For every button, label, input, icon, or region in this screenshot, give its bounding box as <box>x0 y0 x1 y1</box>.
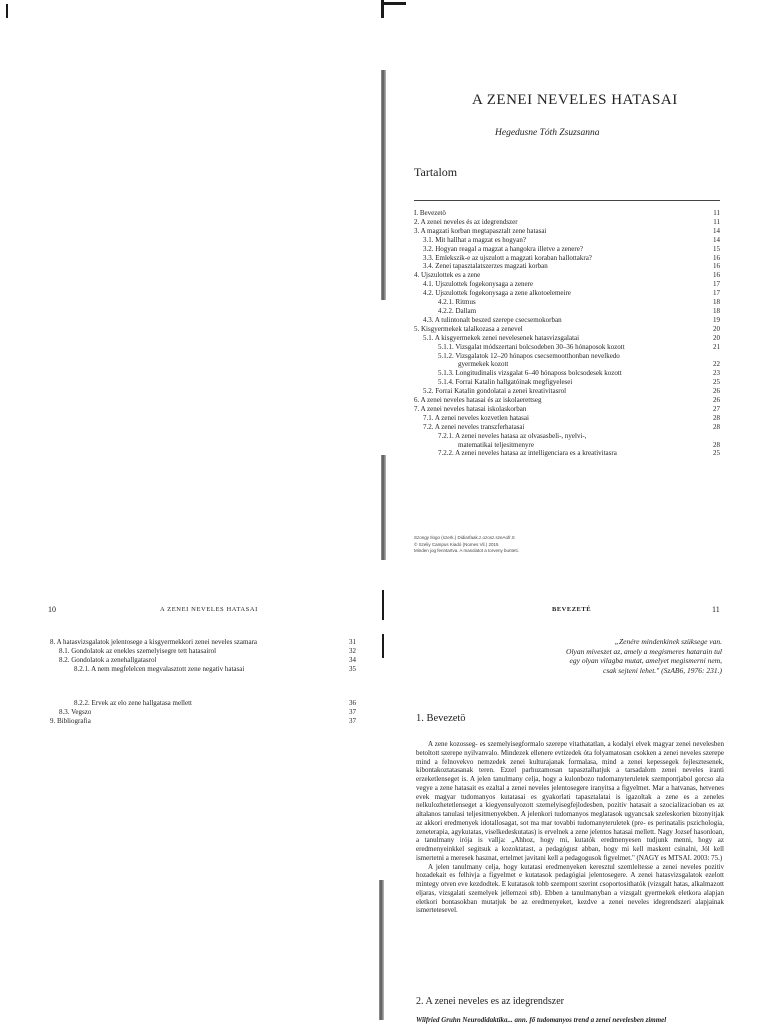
toc-entry-page: 15 <box>713 244 720 253</box>
toc-entry-title: I. Bevezetö <box>414 209 446 217</box>
toc-entry-title: 8.2.1. A nem megfelelcen megvalasztott zene negativ hatasai <box>74 664 245 673</box>
toc-entry-title: 7.2.2. A zenei neveles hatasa az intelligenciara es a kreativitasra <box>438 449 617 458</box>
toc-continued-a <box>50 638 356 674</box>
section-body <box>416 740 724 915</box>
quote-line: csak sejteni lehet." (SzAB6, 1976: 231.) <box>603 665 722 675</box>
toc-entry-title: 5.1.2. Vizsgalatok 12–20 hónapos csecsemootthonban nevelkedo <box>438 351 620 360</box>
toc-entry <box>414 209 720 218</box>
toc-entry <box>414 396 720 405</box>
toc-entry-page: 36 <box>349 699 356 707</box>
quote-line: „Zenére mindenkinek szüksege van. <box>614 637 722 646</box>
toc-entry-title: 8.1. Gondolatok az enekles szemelyisegre tett hatasairol <box>59 646 217 655</box>
toc-entry-title: 2. A zenei neveles és az idegrendszer <box>414 217 518 226</box>
toc-entry <box>414 254 720 263</box>
page-spine-middle <box>381 455 386 560</box>
running-head-right: BEVEZETÉ <box>552 606 592 613</box>
toc-entry-title: 7.2. A zenei neveles transzferhatasai <box>423 422 525 431</box>
toc-entry-page: 26 <box>713 387 720 396</box>
toc-entry-page: 31 <box>349 638 356 646</box>
toc-entry <box>50 656 356 665</box>
toc-entry-page: 14 <box>713 235 720 244</box>
toc-entry-title: gyermekek kozott <box>458 360 509 369</box>
body-paragraph-1: A zene kozosseg- es szemelyisegformalo szerepe vitathatatlan, a kodalyi elvek magyar zenei nevelesben betoltott szerepe nyilvanvalo. Mindezek ellenere evtizedek óta folyamatosan csokken a zenei neveles szerepe mind a felnovekvo nemzedek zenei kulturajanak formalasa, mind a zenei kepessegek fejlesztesenek, kibontakoztatasanak teren. Ezzel parhuzamosan tapasztalhatjuk a tarsadalom zenei neveles iranti erzeketlenseget is. A jelen tanulmany celja, hogy a kulonbozo tudomanyteruletek szempontjabol gorcso ala vegye a zene hatasait es ezaltal a zenei neveles jelentosegere iranyitsa a figyelmet. Mar a hatvanas, hetvenes evek magyar tudomanyos kutatasai es gyakorlati tapasztalatai is igazoltak a zene es a zeneles nelkulozhetetlenseget a kiegyensulyozott szemelyisegfejlodesben, pozitiv hatasait a szocializacioban es az altalanos tanulasi teljesitmenyekben. A jelenkori tudomanyos meglatasok ugyancsak szeleskorien bizonyitjak az akkori eredmenyek idotallosagat, sot ma mar tovabbi tudomanyteruletek (pre- es perinatalis pszichologia, zeneterapia, agykutatas, viselkedeskutatas) is ervelnek a zene jelentos hatasai mellett. Nagy Jozsef hasonloan, a tanulmany irója is vallja: „Ahhoz, hogy mi, kutatók eredmenyesen tudjunk menni, hogy az eredmenyeinkkel segitsuk a kozoktatast, a pedagógust abban, hogy mi kell maskent csinalni, Jól kell ismertetni a meresek hasznat, ertelmet javitani kell a pedagogusok figyelmet." (NAGY es MTSAI. 2003: 75.) <box>416 740 724 862</box>
toc-entry-title: matematikai teljesitmenyre <box>458 440 534 449</box>
quote-line: egy olyan vilagba mutat, amelyet megismerni nem, <box>569 656 722 666</box>
toc-entry-title: 5.1.1. Vizsgalat módszertani bolcsodeben 30–36 hónaposok kozott <box>438 342 625 351</box>
toc-entry-page: 32 <box>349 646 356 655</box>
toc-entry-title: 3.3. Emlekszik-e az ujszulott a magzati koraban hallottakra? <box>423 253 592 262</box>
toc-entry <box>414 378 720 387</box>
toc-entry <box>50 708 356 717</box>
quote-line: Olyan miveszet az, amely a megismeres hatarain tul <box>566 646 722 656</box>
toc-entry-title: 7. A zenei neveles hatasai iskolaskorban <box>414 404 527 413</box>
toc-entry-page: 26 <box>713 396 720 405</box>
toc-entry-title: 7.2.1. A zenei neveles hatasa az olvasasbeli-, nyelvi-, <box>438 431 587 440</box>
toc-entry-page: 20 <box>713 333 720 342</box>
page-spine-lower <box>379 880 384 1020</box>
toc-entry <box>414 307 720 316</box>
toc-entry-page: 28 <box>713 422 720 431</box>
toc-entry <box>414 289 720 298</box>
author-name: Hegedusne Tóth Zsuzsanna <box>495 128 600 138</box>
toc-entry-title: 5.2. Forrai Katalin gondolatai a zenei kreativitasrol <box>423 387 567 396</box>
toc-entry-page: 16 <box>713 271 720 280</box>
epigraph-quote <box>470 637 722 675</box>
toc-entry-page: 22 <box>713 360 720 369</box>
toc-entry-title: 3. A magzati korban megtapasztalt zene hatasai <box>414 226 547 235</box>
toc-entry <box>414 360 720 369</box>
imprint-line: Szongy Ilogo (szerk.) Didiarfaak.z.ozosz.szeAofr.S <box>414 535 515 540</box>
toc-heading: Tartalom <box>414 165 458 179</box>
toc-entry-title: 7.1. A zenei neveles kozvetlen hatasai <box>423 413 529 422</box>
toc-entry-page: 11 <box>713 209 720 217</box>
section-heading-2: 2. A zenei neveles es az idegrendszer <box>416 996 564 1007</box>
toc-entry <box>50 638 356 647</box>
toc-entry-title: 3.1. Mit hallhat a magzat es hogyan? <box>423 235 527 244</box>
toc-entry-page: 27 <box>713 404 720 413</box>
imprint-line: Minden jog fenntartva. A masolatot a torveny bunteti. <box>414 548 519 553</box>
toc-entry <box>414 387 720 396</box>
imprint-line: © Szeliy Campus Kiadó (Nomes Vil.) 2015 <box>414 541 499 547</box>
toc-entry-title: 5.1. A kisgyermekek zenei nevelesenek hatasvizsgalatai <box>423 333 580 342</box>
toc-entry-page: 11 <box>713 217 720 226</box>
toc-entry <box>414 352 720 361</box>
toc-entry <box>414 423 720 432</box>
running-head-left: A ZENEI NEVELES HATASAI <box>160 606 258 613</box>
document-title: A ZENEI NEVELES HATASAI <box>472 92 678 108</box>
toc-entry-title: 4.1. Ujszulottek fogekonysaga a zenere <box>423 280 534 289</box>
toc-entry <box>50 699 356 708</box>
toc-entry <box>414 218 720 227</box>
toc-entry-title: 4. Ujszulottek es a zene <box>414 271 481 280</box>
toc-continued-b <box>50 699 356 726</box>
toc-entry <box>414 316 720 325</box>
toc-entry-title: 4.2. Ujszulottek fogekonysaga a zene alkotoelemeire <box>423 289 571 298</box>
toc-entry-page: 20 <box>713 324 720 333</box>
toc-entry-title: 5. Kisgyermekek talalkozasa a zenevel <box>414 324 523 333</box>
toc-entry <box>414 325 720 334</box>
toc-entry <box>414 405 720 414</box>
toc-entry-title: 5.1.4. Forrai Katalin hallgatóinak megfigyelesei <box>438 378 573 387</box>
toc-entry-title: 4.2.2. Dallam <box>438 306 477 315</box>
toc-entry <box>414 245 720 254</box>
page-number-right: 11 <box>712 605 720 614</box>
toc-entry-title: 8.3. Vegszo <box>59 707 92 716</box>
body-paragraph-2: A jelen tanulmany celja, hogy kutatasi eredmenyeken keresztul szemleltesse a zenei neveles pozitiv hozadekait es felhivja a figyelmet e kutatasok pedagógiai jelentosegere. A zenei hatasvizsgalatok ezelott mintegy otven eve kezdodtek. E kutatasok tobb szempont szerint csoportosithatók (vizsgalt hatas, alkalmazott eljaras, vizsgalati szemelyek jellemzoi stb). Ebben a tanulmanyban a vizsgalt gyermekek eletkora alapjan eletkori bontasokban mutatjuk be az eredmenyeket, kezdve a zenei neveles idegrendszeri alapjainak ismertetesevel. <box>416 862 724 915</box>
toc-entry-title: 4.2.1. Ritmus <box>438 298 476 307</box>
table-of-contents <box>414 209 720 458</box>
toc-entry-page: 23 <box>713 369 720 378</box>
toc-entry-page: 18 <box>713 306 720 315</box>
toc-entry-page: 21 <box>713 342 720 351</box>
cut-off-line: Wilfried Gruhn Neurodidaktika... ann. fő tudomanyos trend a zenei nevelesben zimmel <box>416 1016 667 1024</box>
page-spine-upper <box>381 70 386 300</box>
spine-mark-lower-2 <box>382 634 384 658</box>
toc-entry-page: 25 <box>713 378 720 387</box>
toc-entry <box>414 280 720 289</box>
toc-entry-page: 16 <box>713 262 720 271</box>
toc-entry <box>414 343 720 352</box>
toc-entry <box>50 717 356 726</box>
scan-mark-top-left <box>6 4 8 18</box>
toc-entry-page: 17 <box>713 280 720 289</box>
toc-entry-page: 34 <box>349 655 356 664</box>
toc-entry-page: 25 <box>713 449 720 458</box>
toc-entry-page: 37 <box>349 707 356 716</box>
toc-entry-page: 17 <box>713 289 720 298</box>
toc-entry <box>414 298 720 307</box>
section-heading-1: 1. Bevezetö <box>416 713 466 724</box>
toc-entry <box>414 441 720 450</box>
toc-entry-title: 8. A hatasvizsgalatok jelentosege a kisgyermekkori zenei neveles szamara <box>50 638 258 646</box>
toc-entry <box>414 369 720 378</box>
toc-entry-page: 37 <box>349 716 356 725</box>
spine-mark-lower <box>382 590 384 620</box>
toc-entry <box>414 449 720 458</box>
toc-entry <box>414 414 720 423</box>
toc-entry <box>50 647 356 656</box>
toc-entry-page: 16 <box>713 253 720 262</box>
scan-mark-top-center-tail <box>384 2 406 5</box>
toc-entry-page: 35 <box>349 664 356 673</box>
toc-entry-title: 3.4. Zenei tapasztalatszerzes magzati korban <box>423 262 548 271</box>
toc-rule <box>414 200 720 201</box>
toc-entry <box>414 271 720 280</box>
toc-entry <box>414 262 720 271</box>
toc-entry <box>50 665 356 674</box>
toc-entry-title: 6. A zenei neveles hatasai és az iskolaerettseg <box>414 396 542 405</box>
imprint <box>414 535 519 555</box>
toc-entry-page: 28 <box>713 440 720 449</box>
toc-entry <box>414 432 720 441</box>
toc-entry-title: 5.1.3. Longitudinalis vizsgalat 6–40 hónaposs bolcsodesek kozott <box>438 369 622 378</box>
toc-entry-page: 19 <box>713 315 720 324</box>
toc-entry-page: 28 <box>713 413 720 422</box>
toc-entry <box>414 227 720 236</box>
page-number-left: 10 <box>48 605 56 614</box>
toc-entry-title: 8.2.2. Ervek az elo zene hallgatasa mellett <box>74 699 192 707</box>
toc-entry <box>414 236 720 245</box>
toc-entry-title: 4.3. A tulintonalt beszed szerepe csecsemokorban <box>423 315 562 324</box>
toc-entry-title: 3.2. Hogyan reagal a magzat a hangokra illetve a zenere? <box>423 244 583 253</box>
toc-entry-title: 9. Bibliografia <box>50 716 91 725</box>
toc-entry-title: 8.2. Gondolatok a zenehallgatasrol <box>59 655 157 664</box>
toc-entry-page: 18 <box>713 298 720 307</box>
toc-entry <box>414 334 720 343</box>
toc-entry-page: 14 <box>713 226 720 235</box>
